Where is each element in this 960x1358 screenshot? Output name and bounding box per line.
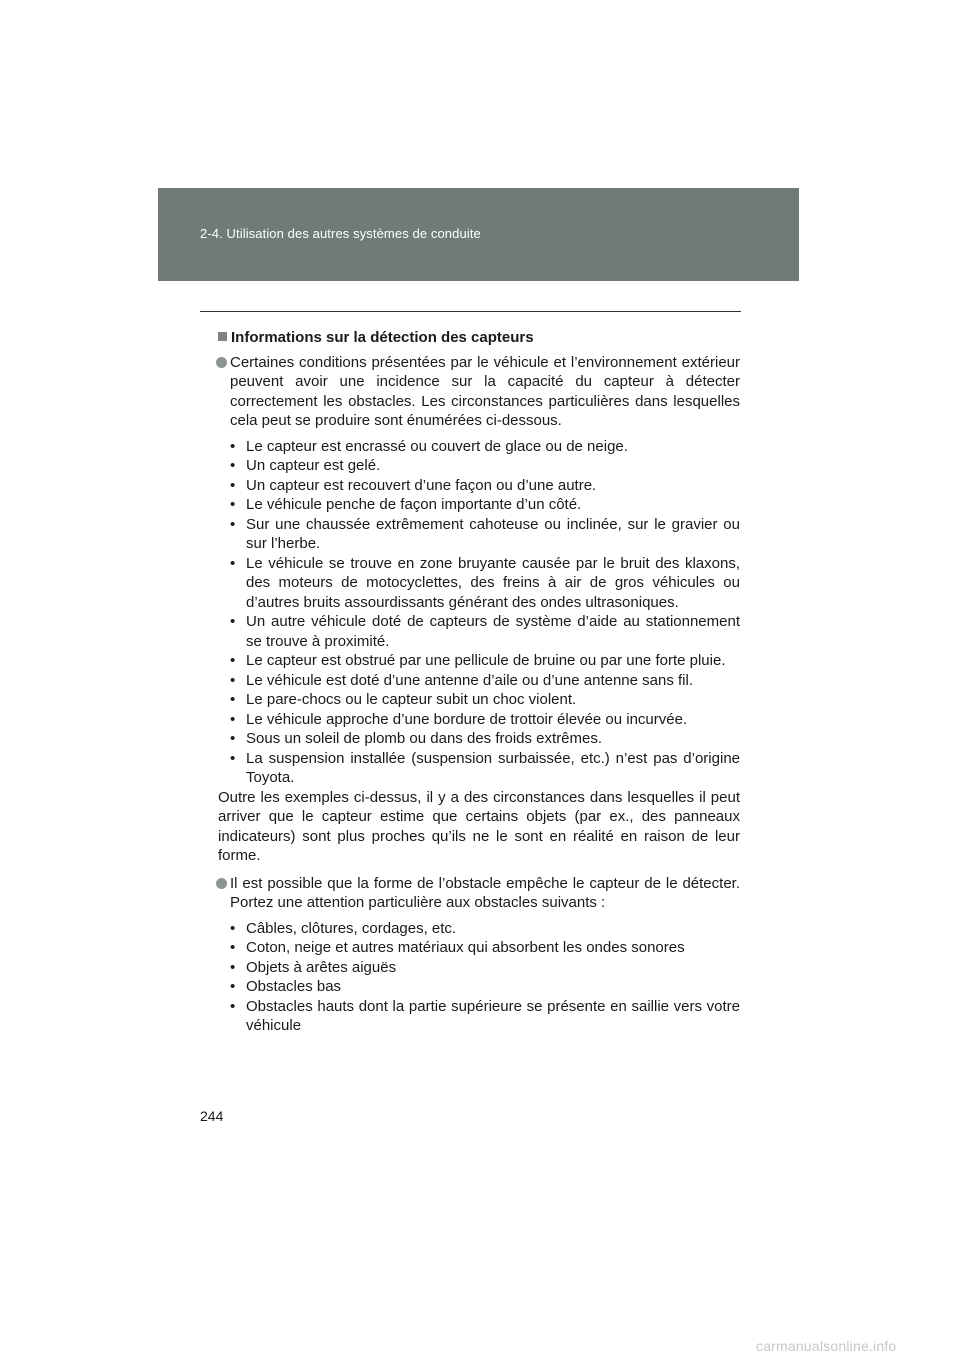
list-item: • Un capteur est gelé. [230,456,740,476]
list-item: • Obstacles hauts dont la partie supérieure se présente en saillie vers votre véhicule [230,997,740,1036]
list-item: • Le capteur est encrassé ou couvert de glace ou de neige. [230,437,740,457]
info-item [218,874,740,913]
section-heading [218,328,740,348]
list-item: • Sur une chaussée extrêmement cahoteuse ou inclinée, sur le gravier ou sur l’herbe. [230,515,740,554]
circle-bullet-icon [216,878,227,889]
list-item: • Le véhicule penche de façon importante d’un côté. [230,495,740,515]
page-content [218,328,740,1036]
list-item: • Sous un soleil de plomb ou dans des froids extrêmes. [230,729,740,749]
info-item-text: Certaines conditions présentées par le véhicule et l’environnement extérieur peuvent avoir une incidence sur la capacité du capteur à détecter correctement les obstacles. Les circonstances particulières dans lesquelles cela peut se produire sont énumérées ci-dessous. [230,353,740,429]
list-item: • Un autre véhicule doté de capteurs de système d’aide au stationnement se trouve à proximité. [230,612,740,651]
obstacle-list [230,919,740,1036]
chapter-section-title: 2-4. Utilisation des autres systèmes de conduite [200,226,481,241]
list-item: • Obstacles bas [230,977,740,997]
list-item: • Un capteur est recouvert d’une façon ou d’une autre. [230,476,740,496]
watermark: carmanualsonline.info [756,1338,897,1354]
circle-bullet-icon [216,357,227,368]
list-item: • La suspension installée (suspension surbaissée, etc.) n’est pas d’origine Toyota. [230,749,740,788]
condition-list [230,437,740,788]
list-item: • Le véhicule se trouve en zone bruyante causée par le bruit des klaxons, des moteurs de motocyclettes, des freins à air de gros véhicules ou d’autres bruits assourdissants générant des ondes ultrasoniques. [230,554,740,613]
list-item: • Le véhicule est doté d’une antenne d’aile ou d’une antenne sans fil. [230,671,740,691]
list-item: • Coton, neige et autres matériaux qui absorbent les ondes sonores [230,938,740,958]
square-bullet-icon [218,332,227,341]
info-item-text: Il est possible que la forme de l’obstacle empêche le capteur de le détecter. Portez une attention particulière aux obstacles suivants : [230,874,740,911]
list-item: • Le capteur est obstrué par une pellicule de bruine ou par une forte pluie. [230,651,740,671]
list-item: • Objets à arêtes aiguës [230,958,740,978]
page-number: 244 [200,1108,224,1124]
header-rule [200,311,741,312]
list-item: • Le véhicule approche d’une bordure de trottoir élevée ou incurvée. [230,710,740,730]
info-item [218,353,740,431]
list-item: • Câbles, clôtures, cordages, etc. [230,919,740,939]
additional-paragraph: Outre les exemples ci-dessus, il y a des circonstances dans lesquelles il peut arriver que le capteur estime que certains objets (par ex., des panneaux indicateurs) sont plus proches qu’ils ne le sont en réalité en raison de leur forme. [218,788,740,864]
list-item: • Le pare-chocs ou le capteur subit un choc violent. [230,690,740,710]
section-heading-text: Informations sur la détection des capteurs [231,329,534,346]
chapter-header-band [158,188,799,281]
